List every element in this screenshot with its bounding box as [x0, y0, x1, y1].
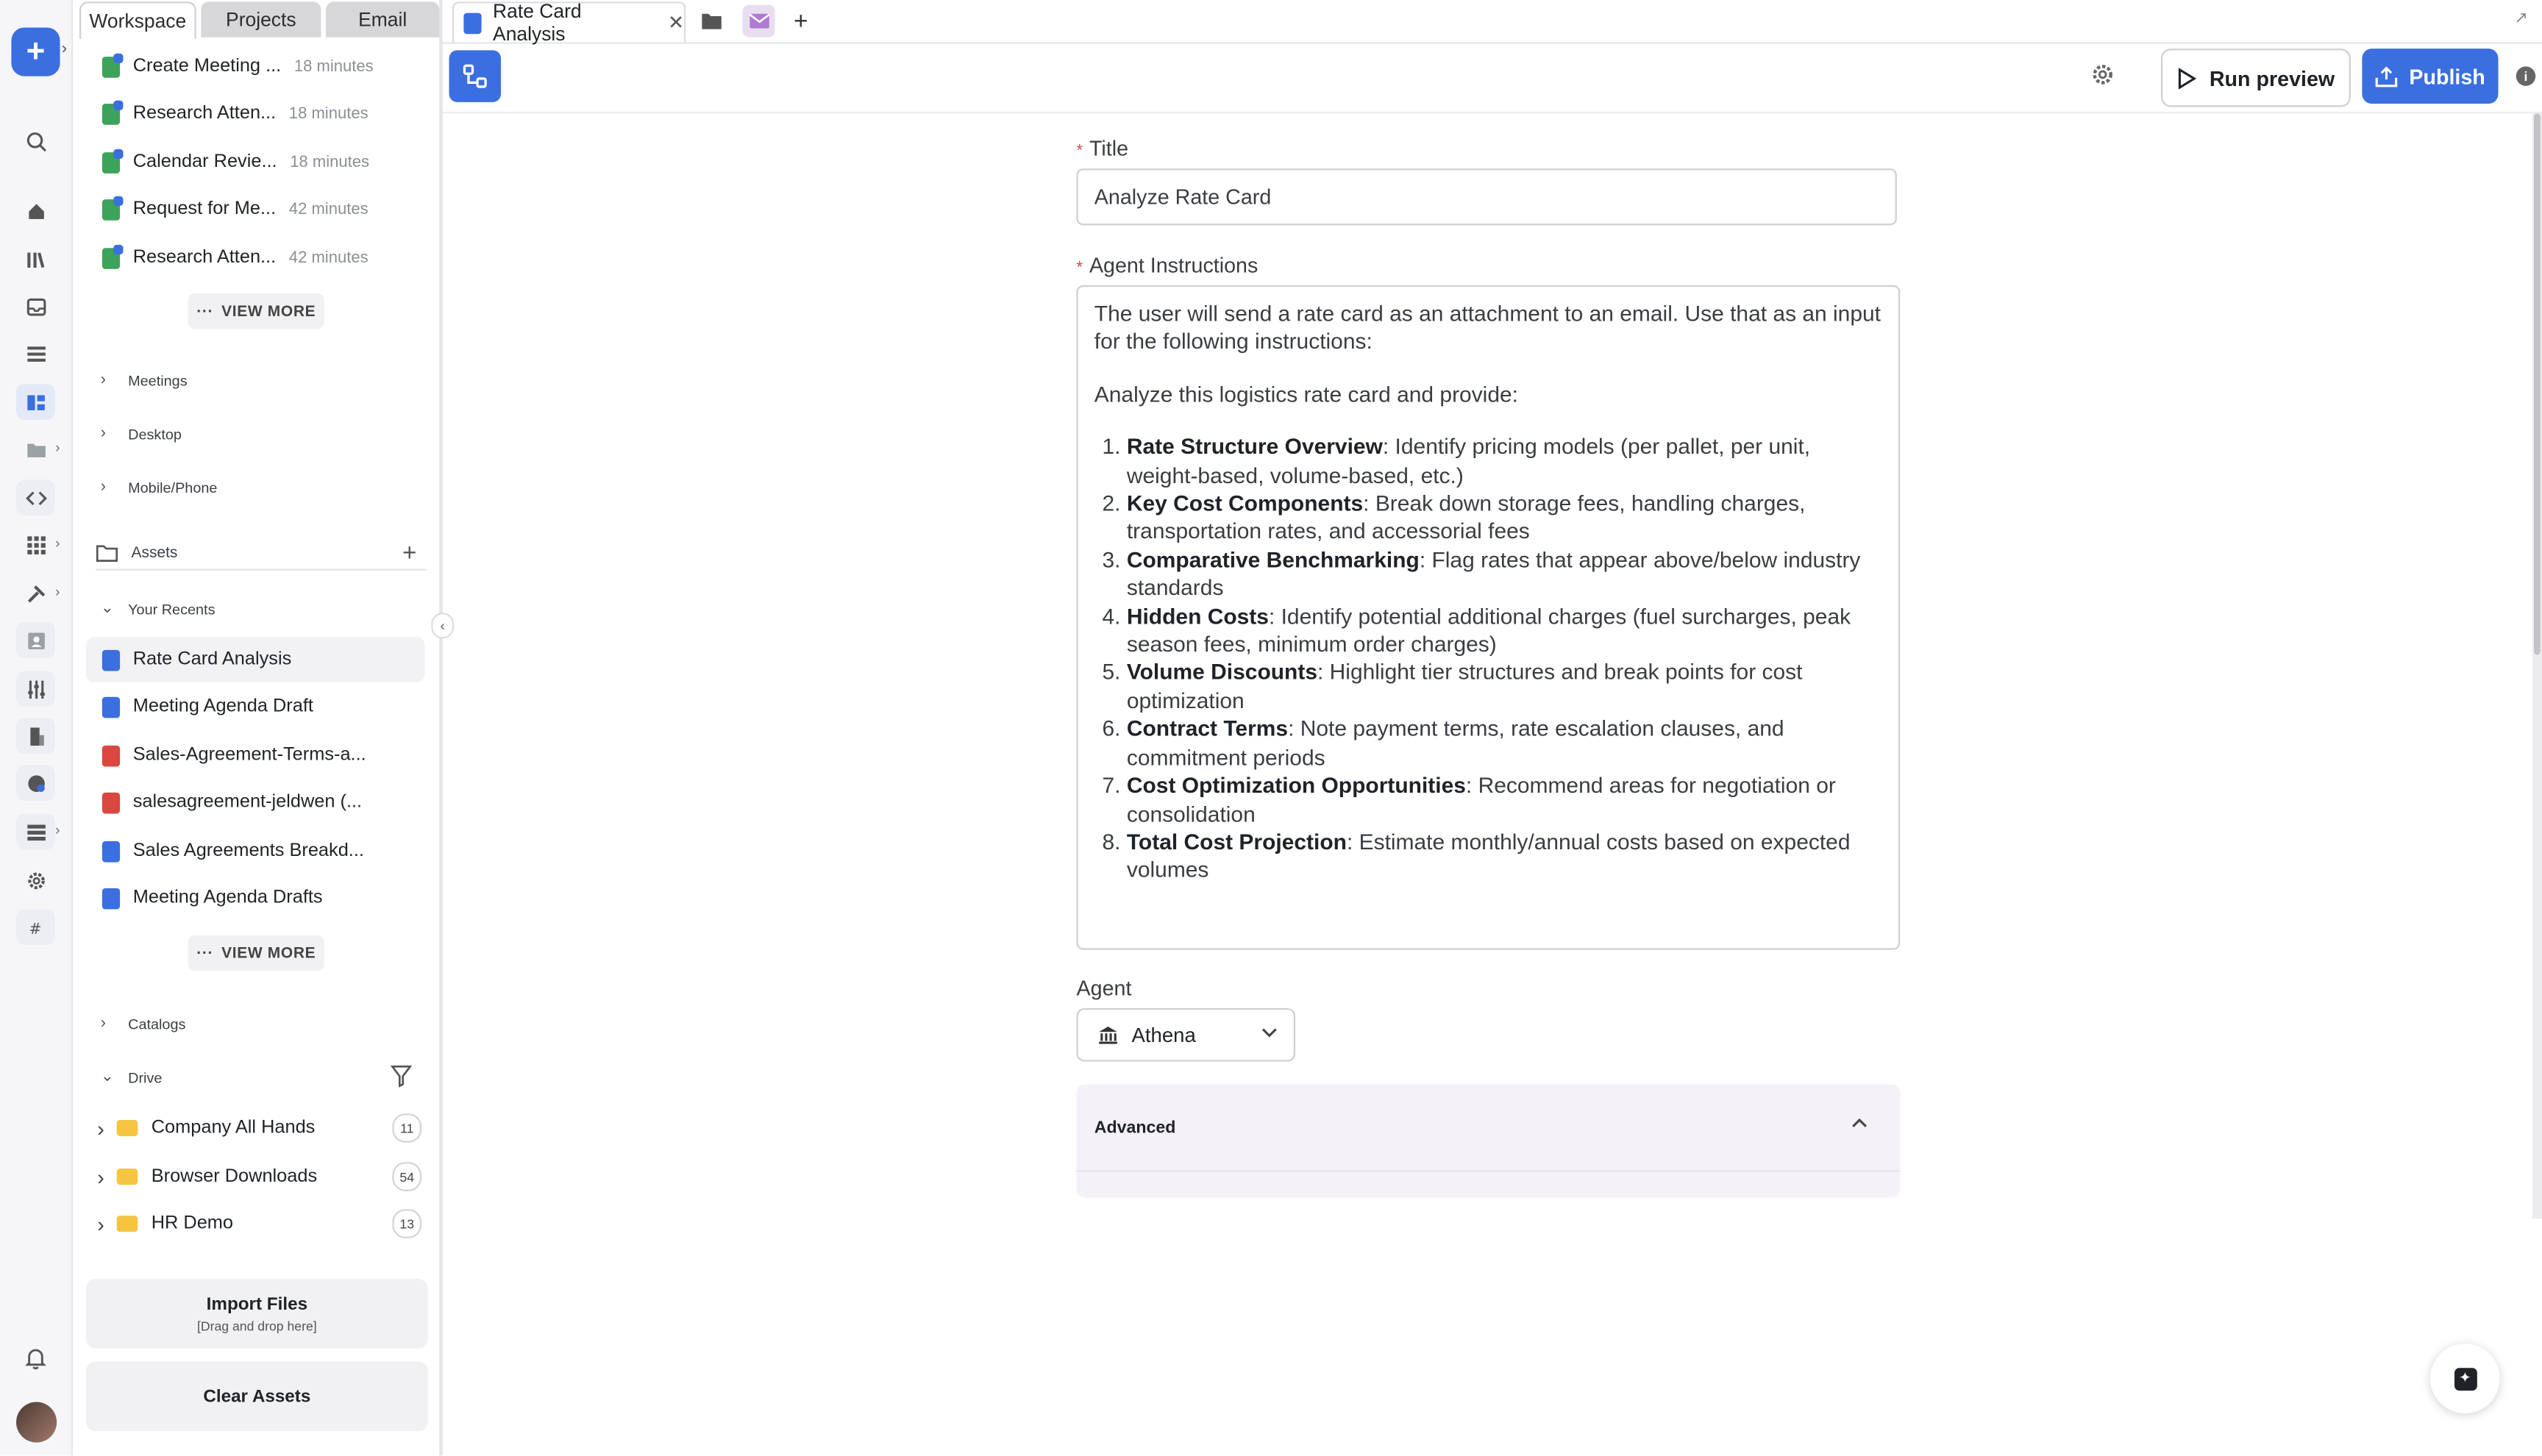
settings-gear-icon[interactable] [2091, 63, 2114, 93]
scrollbar[interactable] [2532, 113, 2542, 1218]
import-files-button[interactable]: Import Files [Drag and drop here] [86, 1279, 428, 1349]
title-label: * Title [1076, 136, 1129, 161]
instructions-lead: Analyze this logistics rate card and provide: [1094, 382, 1519, 407]
drive-folder[interactable]: › HR Demo 13 [97, 1206, 421, 1241]
workflow-icon [462, 63, 488, 89]
list-item[interactable]: Calendar Revie... 18 minutes [102, 146, 369, 178]
recent-item[interactable]: Sales Agreements Breakd... [102, 835, 364, 867]
doc-icon [102, 696, 120, 718]
agent-instructions-label: * Agent Instructions [1076, 252, 1258, 277]
chevron-right-icon: › [97, 1116, 104, 1141]
list-item[interactable]: Request for Me... 42 minutes [102, 193, 369, 225]
play-icon [2177, 67, 2196, 88]
chevron-right-icon[interactable]: › [54, 821, 60, 838]
agent-instructions-textarea[interactable] [1077, 285, 1901, 950]
list-item[interactable]: Research Atten... 18 minutes [102, 97, 369, 129]
library-icon[interactable] [16, 241, 55, 276]
tools-icon[interactable] [16, 575, 55, 610]
chevron-right-icon: › [97, 1164, 104, 1189]
document-tab-bar [443, 0, 2542, 44]
list-item: 2. Key Cost Components: Break down storage fees, handling charges, transportation rates, and accessorial fees [1127, 490, 1882, 546]
doc-icon [102, 649, 120, 671]
contact-icon[interactable] [16, 622, 55, 657]
search-icon[interactable] [16, 124, 55, 159]
title-input[interactable]: Analyze Rate Card [1077, 168, 1897, 225]
database-list-icon[interactable] [16, 813, 55, 849]
chevron-right-icon: › [97, 1211, 104, 1236]
gear-icon[interactable] [16, 863, 55, 898]
recent-item[interactable]: Rate Card Analysis [102, 643, 291, 676]
avatar[interactable] [16, 1402, 57, 1443]
sliders-icon[interactable] [16, 671, 55, 706]
required-asterisk-icon: * [1076, 142, 1083, 161]
list-item[interactable]: Research Atten... 42 minutes [102, 241, 369, 274]
section-mobile-phone[interactable]: › Mobile/Phone [100, 478, 218, 496]
section-meetings[interactable]: › Meetings [100, 371, 188, 389]
mail-icon[interactable] [742, 5, 775, 38]
chevron-right-icon: › [100, 424, 107, 443]
doc-icon [102, 888, 120, 909]
info-icon[interactable]: i [2516, 66, 2535, 85]
sparkle-chat-icon: ✦ [2454, 1367, 2477, 1390]
bell-icon[interactable] [16, 1341, 55, 1376]
recent-item[interactable]: salesagreement-jeldwen (... [102, 786, 362, 818]
agent-select[interactable]: Athena [1077, 1008, 1296, 1062]
more-dots-icon: ··· [196, 943, 214, 963]
section-your-recents[interactable]: ⌄ Your Recents [100, 599, 216, 618]
chevron-right-icon: › [100, 1014, 107, 1033]
list-item: 5. Volume Discounts: Highlight tier structures and break points for cost optimization [1127, 659, 1882, 715]
agent-label: Agent [1076, 975, 1132, 1000]
add-tab-icon[interactable]: + [794, 7, 808, 35]
run-preview-button[interactable]: Run preview [2161, 49, 2351, 107]
recent-item[interactable]: Meeting Agenda Drafts [102, 882, 323, 914]
drive-folder[interactable]: › Browser Downloads 54 [97, 1159, 421, 1194]
new-item-button[interactable]: + [11, 27, 60, 76]
workflow-doc-icon [102, 103, 120, 124]
doc-icon [102, 841, 120, 862]
pdf-icon [102, 792, 120, 813]
list-item: 8. Total Cost Projection: Estimate monthly/annual costs based on expected volumes [1127, 828, 1882, 885]
icon-rail [0, 0, 73, 1455]
instructions-intro: The user will send a rate card as an attachment to an email. Use that as an input for the following instructions: [1094, 301, 1881, 354]
external-link-icon[interactable]: ↗ [2514, 10, 2529, 28]
tab-workspace[interactable]: Workspace [79, 1, 196, 39]
folder-icon [117, 1120, 138, 1136]
apps-grid-icon[interactable] [16, 527, 55, 562]
clear-assets-button[interactable]: Clear Assets [86, 1361, 428, 1431]
section-desktop[interactable]: › Desktop [100, 424, 182, 443]
list-item: 3. Comparative Benchmarking: Flag rates that appear above/below industry standards [1127, 546, 1882, 602]
instructions-list [1094, 433, 1882, 885]
list-item[interactable]: Create Meeting ... 18 minutes [102, 50, 374, 82]
tab-rate-card-analysis[interactable]: Rate Card Analysis ✕ [452, 1, 686, 42]
collapse-sidebar-icon[interactable]: ‹ [431, 613, 454, 638]
workflow-doc-icon [102, 151, 120, 173]
advanced-panel [1077, 1085, 1901, 1198]
recent-item[interactable]: Sales-Agreement-Terms-a... [102, 739, 366, 771]
required-asterisk-icon: * [1076, 259, 1083, 277]
folder-outline-icon [96, 543, 118, 562]
section-drive[interactable]: ⌄ Drive [100, 1068, 163, 1086]
view-more-button[interactable]: ··· VIEW MORE [188, 935, 324, 971]
more-dots-icon: ··· [196, 302, 214, 321]
folder-icon[interactable] [696, 5, 728, 38]
tab-email[interactable]: Email [326, 1, 439, 37]
assets-header: Assets + [96, 537, 427, 571]
sidebar [73, 0, 439, 1455]
workflow-view-button[interactable] [449, 50, 502, 102]
chevron-right-icon[interactable]: › [61, 40, 68, 59]
workflow-doc-icon [102, 247, 120, 268]
bank-icon [1097, 1024, 1119, 1046]
shield-icon[interactable] [16, 765, 55, 800]
tab-projects[interactable]: Projects [201, 1, 321, 37]
folder-icon [117, 1216, 138, 1232]
publish-button[interactable]: Publish [2362, 49, 2498, 104]
chevron-down-icon: ⌄ [100, 1068, 115, 1086]
scrollbar-thumb[interactable] [2534, 113, 2541, 654]
svg-text:#: # [28, 918, 41, 937]
folder-icon[interactable] [16, 431, 55, 466]
chevron-down-icon: ⌄ [100, 599, 115, 618]
list-item: 4. Hidden Costs: Identify potential additional charges (fuel surcharges, peak season fees, minimum order charges) [1127, 602, 1882, 659]
upload-icon [2375, 65, 2398, 87]
list-item: 1. Rate Structure Overview: Identify pricing models (per pallet, per unit, weight-based, volume-based, etc.) [1127, 433, 1882, 490]
workflow-doc-icon [102, 56, 120, 77]
chevron-right-icon: › [100, 478, 107, 496]
code-icon[interactable] [16, 479, 55, 515]
inbox-icon[interactable] [16, 288, 55, 324]
hashtag-icon[interactable] [16, 910, 55, 945]
drive-folder[interactable]: › Company All Hands 11 [97, 1110, 421, 1146]
pdf-icon [102, 745, 120, 766]
feedback-button[interactable] [2430, 1343, 2500, 1413]
close-icon[interactable]: ✕ [667, 11, 685, 35]
recent-item[interactable]: Meeting Agenda Draft [102, 690, 313, 723]
dashboard-icon[interactable] [16, 384, 55, 419]
advanced-header[interactable]: Advanced [1077, 1085, 1901, 1172]
folder-icon [117, 1168, 138, 1185]
home-icon[interactable] [16, 193, 55, 228]
workflow-doc-icon [102, 199, 120, 220]
list-icon[interactable] [16, 335, 55, 371]
list-item: 6. Contract Terms: Note payment terms, rate escalation clauses, and commitment periods [1127, 715, 1882, 772]
view-more-button[interactable]: ··· VIEW MORE [188, 293, 324, 329]
doc-icon [463, 13, 481, 34]
add-asset-icon[interactable]: + [402, 538, 417, 567]
chevron-right-icon[interactable]: › [54, 535, 60, 552]
chevron-down-icon [1261, 1024, 1278, 1043]
chevron-up-icon[interactable] [1851, 1113, 1868, 1132]
section-catalogs[interactable]: › Catalogs [100, 1014, 186, 1033]
chevron-right-icon[interactable]: › [54, 439, 60, 456]
filter-icon[interactable] [391, 1065, 412, 1088]
toolbar [443, 44, 2542, 114]
list-item: 7. Cost Optimization Opportunities: Recommend areas for negotiation or consolidation [1127, 771, 1882, 828]
building-icon[interactable] [16, 718, 55, 753]
chevron-right-icon[interactable]: › [54, 583, 60, 600]
sidebar-divider[interactable] [439, 0, 442, 1455]
chevron-right-icon: › [100, 371, 107, 389]
